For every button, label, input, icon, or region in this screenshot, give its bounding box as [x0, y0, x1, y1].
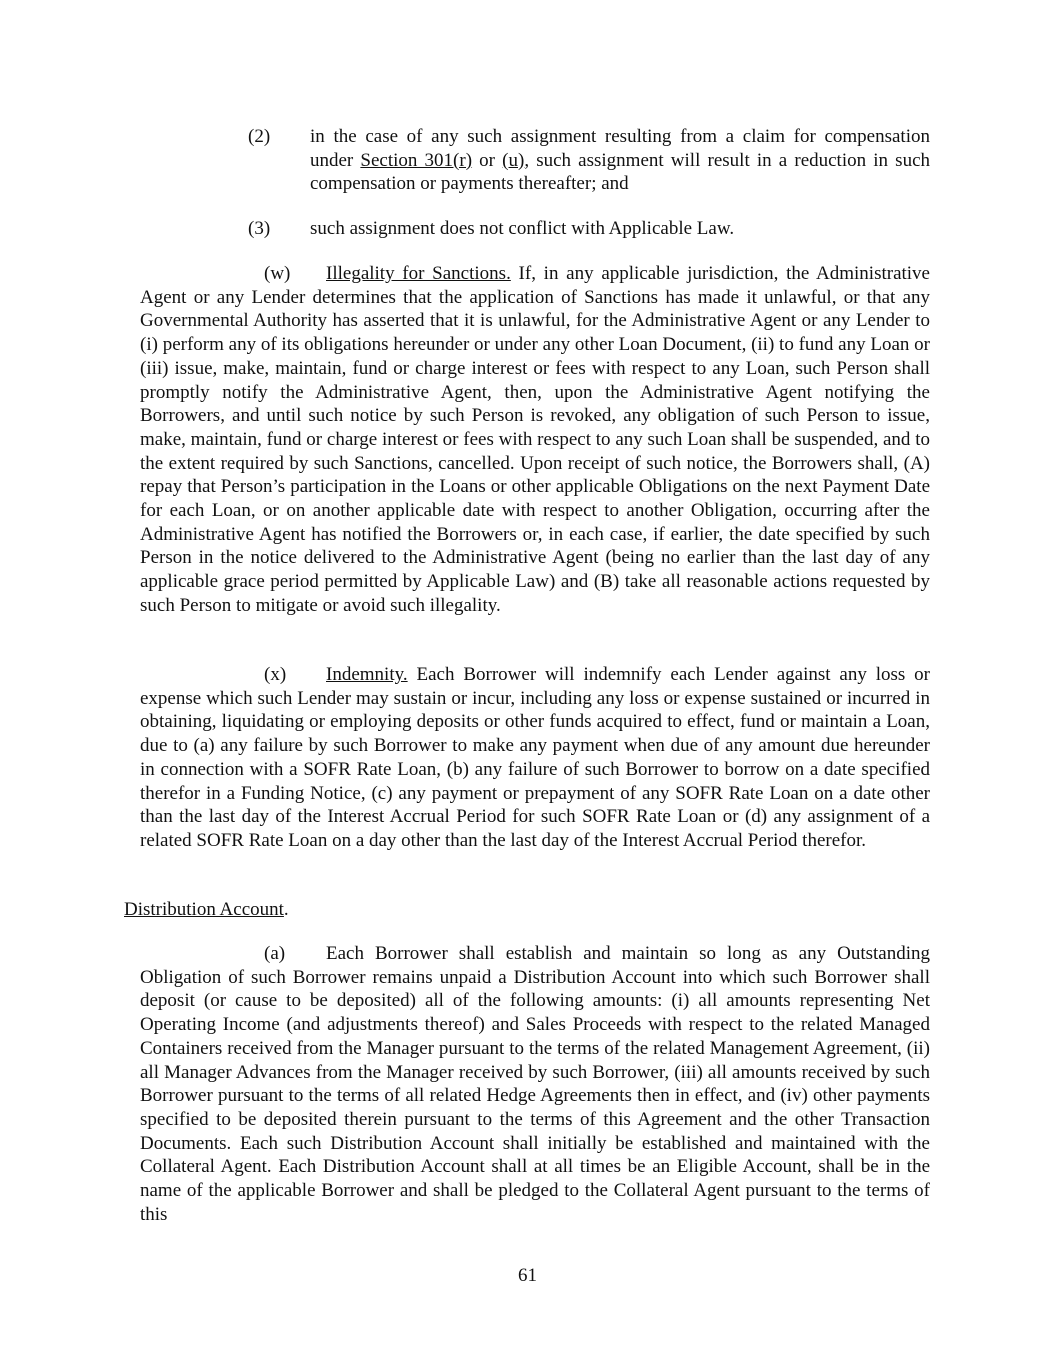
item-number: (2)	[248, 126, 271, 147]
paragraph-body: Each Borrower will indemnify each Lender against any loss or expense which such Lender may sustain or incur, including any loss or expense sustained or incurred in obtaining, liquidating or employing deposits or other funds acquired to effect, fund or maintain a Loan, due to (a) any failure by such Borrower to make any payment when due of any amount due hereunder in connection with a SOFR Rate Loan, (b) any failure of such Borrower to borrow on a date specified therefor in a Funding Notice, (c) any payment or prepayment of any SOFR Rate Loan on a date other than the last day of the Interest Accrual Period for such SOFR Rate Loan or (d) any assignment of a related SOFR Rate Loan on a day other than the last day of the Interest Accrual Period therefor.	[140, 664, 930, 851]
paragraph-w-illegality	[140, 262, 930, 618]
item-text-part: , such assignment will result in a reduction in such compensation or payments thereafter; and	[310, 149, 931, 195]
item-number: (3)	[248, 218, 271, 239]
item-text-part: in the case of any such assignment resulting from a claim for compensation under	[310, 126, 930, 171]
item-text	[310, 125, 930, 196]
section-heading-suffix: .	[283, 899, 289, 920]
paragraph-title: Illegality for Sanctions.	[326, 263, 511, 284]
paragraph-body: If, in any applicable jurisdiction, the Administrative Agent or any Lender determines that the application of Sanctions has made it unlawful, or that any Governmental Authority has asserted that it is unlawful, for the Administrative Agent or any Lender to (i) perform any of its obligations hereunder or under any other Loan Document, (ii) to fund any Loan or (iii) issue, make, maintain, fund or charge interest or fees with respect to any Loan, such Person shall promptly notify the Administrative Agent, then, upon the Administrative Agent notifying the Borrowers, and until such notice by such Person is revoked, any obligation of such Person to issue, make, maintain, fund or charge interest or fees with respect to any such Loan shall be suspended, and to the extent required by such Sanctions, cancelled. Upon receipt of such notice, the Borrowers shall, (A) repay that Person’s participation in the Loans or other applicable Obligations on the next Payment Date for each Loan, or on another applicable date with respect to another Obligation, occurring after the Administrative Agent has notified the Borrowers or, in each case, if earlier, the date specified by such Person in the notice delivered to the Administrative Agent (being no earlier than the last day of any applicable grace period permitted by Applicable Law) and (B) take all reasonable actions requested by such Person to mitigate or avoid such illegality.	[140, 263, 930, 616]
paragraph-x-indemnity	[140, 663, 930, 853]
section-heading	[124, 898, 289, 922]
paragraph-a-distribution	[140, 942, 930, 1226]
item-text: such assignment does not conflict with Applicable Law.	[310, 218, 735, 239]
paragraph-tag: (a)	[264, 943, 286, 964]
item-text-part: or	[472, 149, 503, 171]
page-number: 61	[518, 1265, 537, 1286]
paragraph-tag: (x)	[264, 664, 287, 685]
paragraph-tag: (w)	[264, 263, 291, 284]
paragraph-title: Indemnity.	[326, 664, 408, 685]
paragraph-body: Each Borrower shall establish and maintain so long as any Outstanding Obligation of such Borrower remains unpaid a Distribution Account into which such Borrower shall deposit (or cause to be deposited) all of the following amounts: (i) all amounts representing Net Operating Income (and adjustments thereof) and Sales Proceeds with respect to the related Managed Containers received from the Manager pursuant to the terms of the related Management Agreement, (ii) all Manager Advances from the Manager received by such Borrower, (iii) all amounts received by such Borrower pursuant to the terms of all related Hedge Agreements then in effect, and (iv) other payments specified to be deposited therein pursuant to the terms of this Agreement and the other Transaction Documents. Each such Distribution Account shall initially be established and maintained with the Collateral Agent. Each Distribution Account shall at all times be an Eligible Account, shall be in the name of the applicable Borrower and shall be pledged to the Collateral Agent pursuant to the terms of this	[140, 943, 930, 1225]
section-reference-link: Section 301(r)	[360, 149, 473, 171]
section-heading-text: Distribution Account	[124, 899, 284, 920]
section-reference-link: (u)	[502, 149, 525, 171]
